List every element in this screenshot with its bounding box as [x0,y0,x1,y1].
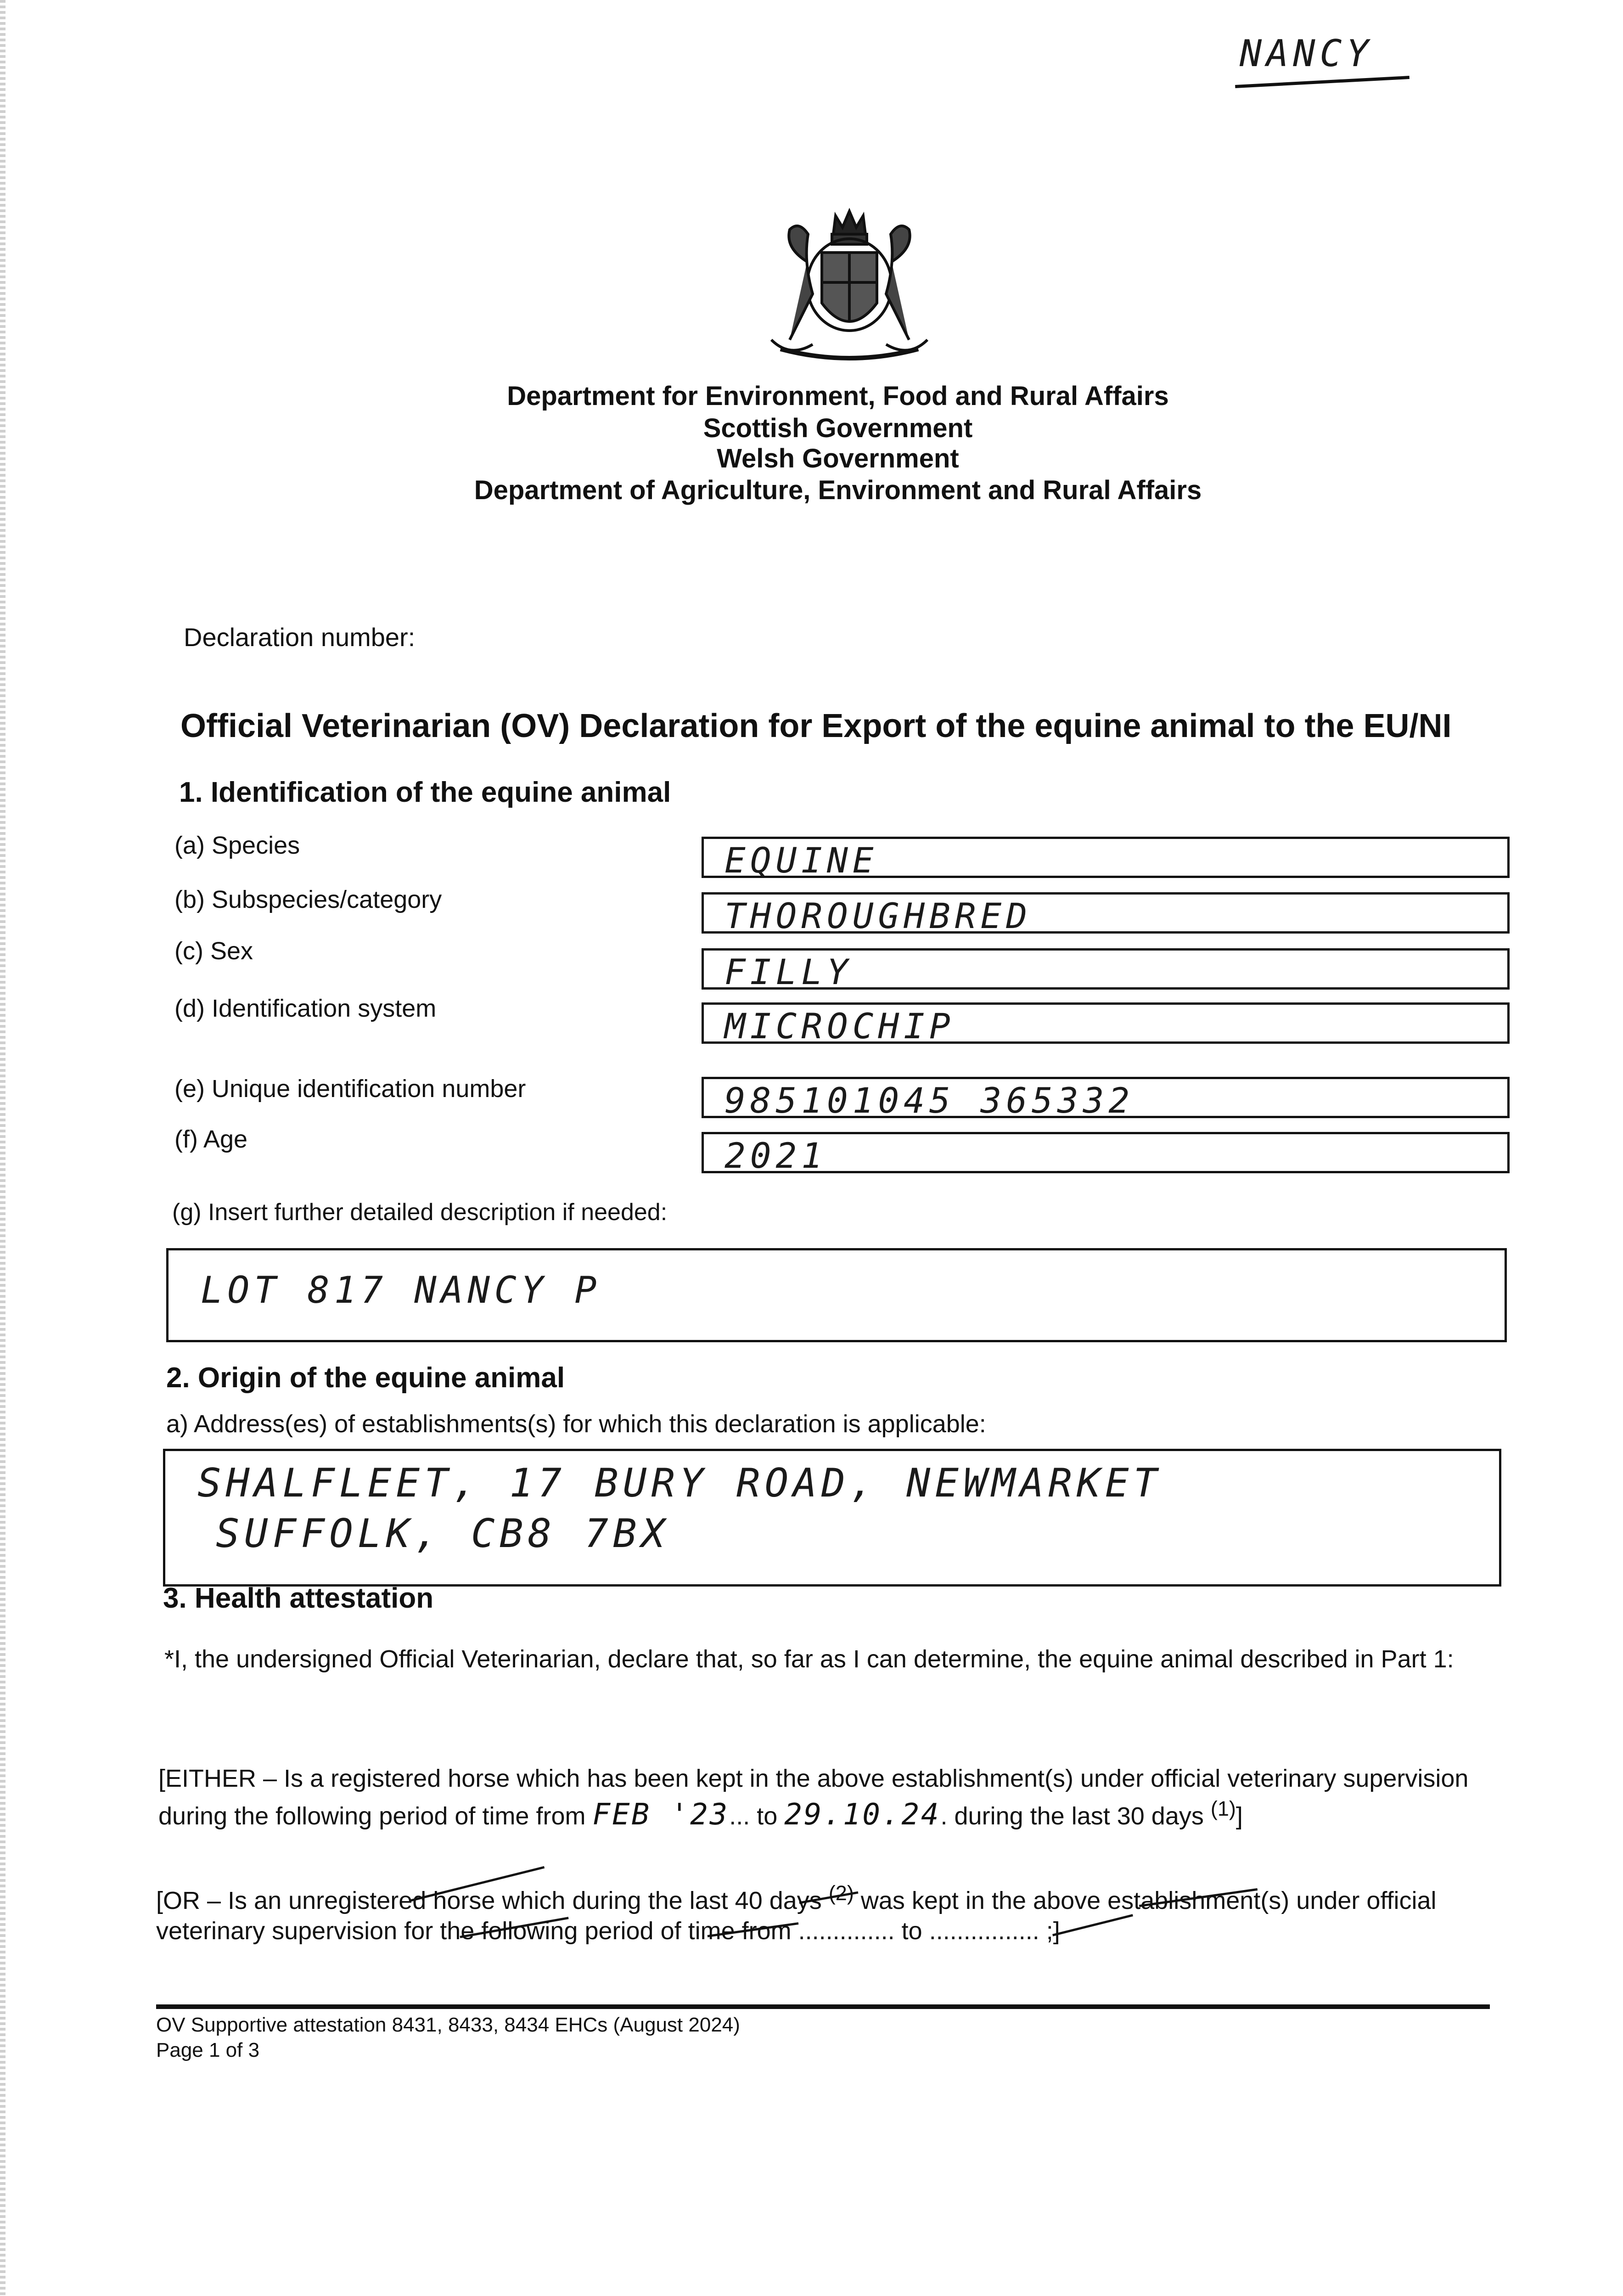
department-name-3: Welsh Government [717,444,959,473]
or-text-1: [OR – Is an unregistered horse which during the last 40 days [156,1887,829,1914]
or-clause [156,1878,1501,1946]
department-name-1: Department for Environment, Food and Rural Affairs [507,381,1169,411]
unique-id-field[interactable] [702,1077,1510,1121]
unique-id-value: 985101045 365332 [724,1080,1134,1121]
address-line-1: SHALFLEET, 17 BURY ROAD, NEWMARKET [197,1460,1162,1506]
page-number: Page 1 of 3 [156,2039,260,2061]
age-field[interactable] [702,1132,1510,1176]
identification-system-field[interactable] [702,1002,1510,1047]
either-text-end: ] [1236,1802,1243,1830]
royal-coat-of-arms-logo [753,202,946,377]
address-label: a) Address(es) of establishments(s) for which this declaration is applicable: [166,1410,986,1438]
address-field[interactable] [163,1449,1501,1587]
description-field[interactable] [166,1248,1507,1342]
address-line-2: SUFFOLK, CB8 7BX [216,1511,670,1557]
section-1-heading: 1. Identification of the equine animal [179,777,671,808]
or-text-2: was kept in the above establishment(s) under official veterinary supervision for the following period of time from .............. to ................ ;] [156,1887,1437,1945]
either-from-date[interactable]: FEB '23 [592,1798,730,1832]
either-text-mid: ... to [729,1802,785,1830]
department-name-2: Scottish Government [703,413,973,443]
footer-attestation-ref: OV Supportive attestation 8431, 8433, 8434 EHCs (August 2024) [156,2014,740,2036]
document-title: Official Veterinarian (OV) Declaration for Export of the equine animal to the EU/NI [180,708,1452,744]
either-clause [158,1763,1501,1831]
identification-system-value: MICROCHIP [724,1006,955,1047]
handwritten-underline [1235,76,1410,88]
health-attestation-intro: *I, the undersigned Official Veterinarian, declare that, so far as I can determine, the equine animal described in Part 1: [164,1645,1454,1673]
age-value: 2021 [724,1135,827,1176]
either-text-1: [EITHER – Is a registered horse which has been kept in the above establishment(s) under official veterinary supervision during the following period of time from [158,1765,1469,1830]
sex-label: (c) Sex [174,937,253,965]
either-footnote-ref: (1) [1210,1797,1236,1820]
description-value: LOT 817 NANCY P [201,1269,601,1311]
unique-id-label: (e) Unique identification number [174,1075,526,1103]
section-2-heading: 2. Origin of the equine animal [166,1362,565,1394]
identification-system-label: (d) Identification system [174,995,437,1022]
either-text-2: . during the last 30 days [940,1802,1211,1830]
age-label: (f) Age [174,1125,248,1153]
sex-value: FILLY [724,951,853,992]
scan-edge [0,0,6,2296]
species-label: (a) Species [174,832,300,859]
subspecies-field[interactable] [702,892,1510,934]
section-3-heading: 3. Health attestation [163,1582,434,1614]
subspecies-value: THOROUGHBRED [724,895,1032,936]
handwritten-corner-note: NANCY [1240,32,1373,75]
species-value: EQUINE [724,840,878,881]
description-label: (g) Insert further detailed description if needed: [172,1199,668,1226]
department-name-4: Department of Agriculture, Environment and Rural Affairs [474,475,1202,505]
declaration-number-label: Declaration number: [184,623,416,652]
or-footnote-ref: (2) [828,1881,854,1905]
footer-rule [156,2004,1490,2009]
subspecies-label: (b) Subspecies/category [174,886,442,913]
species-field[interactable] [702,837,1510,881]
sex-field[interactable] [702,948,1510,990]
either-to-date[interactable]: 29.10.24 [784,1798,941,1832]
